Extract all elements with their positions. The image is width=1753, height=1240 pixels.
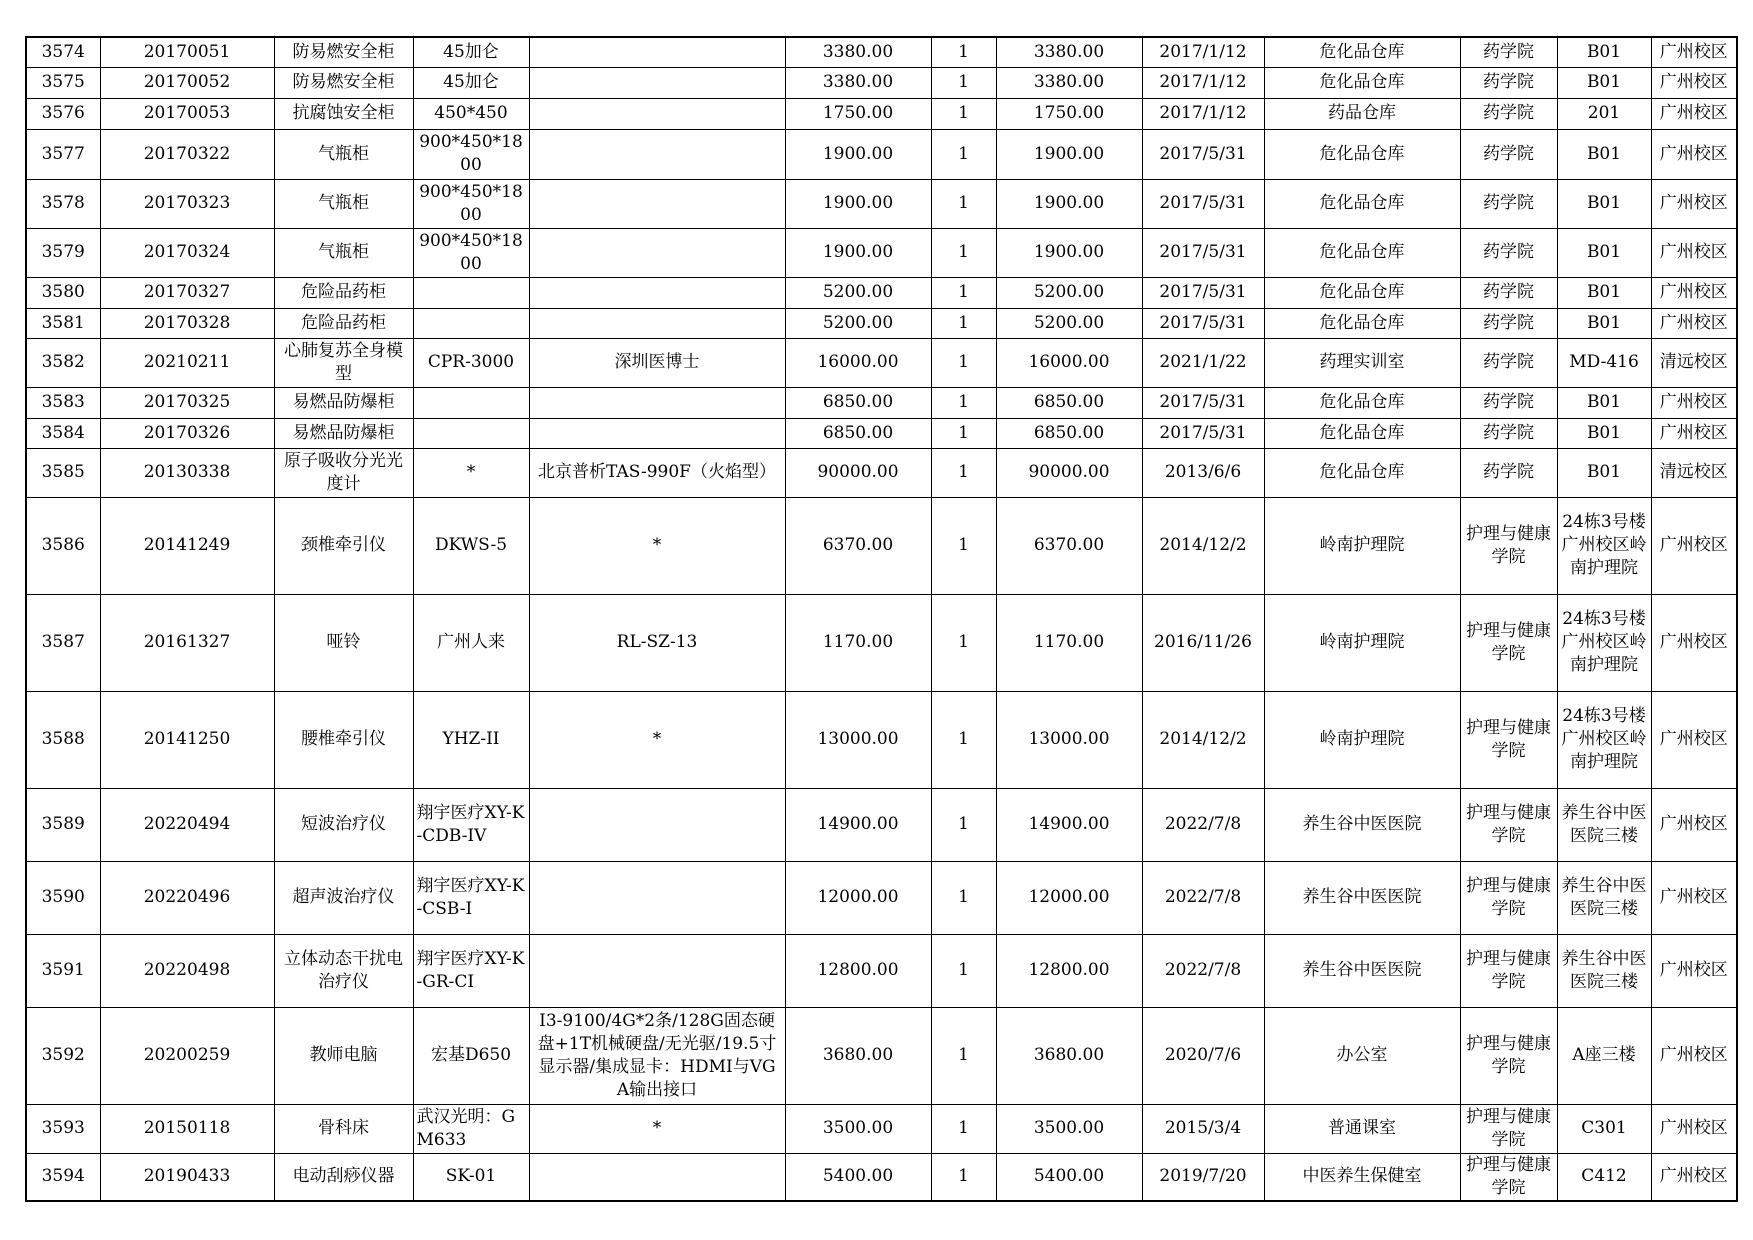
location-cell: 养生谷中医医院	[1264, 934, 1460, 1007]
table-row	[26, 228, 1737, 277]
location-cell: 养生谷中医医院	[1264, 788, 1460, 861]
equipment-name-cell: 抗腐蚀安全柜	[274, 98, 413, 129]
department-cell: 护理与健康学院	[1460, 691, 1557, 788]
model-spec-cell: 武汉光明：GM633	[413, 1104, 529, 1153]
room-cell: B01	[1557, 129, 1651, 179]
unit-price-cell: 12800.00	[785, 934, 931, 1007]
total-amount-cell: 90000.00	[996, 448, 1142, 497]
campus-cell: 广州校区	[1651, 861, 1737, 934]
model-spec-cell: 450*450	[413, 98, 529, 129]
campus-cell: 广州校区	[1651, 691, 1737, 788]
room-cell: 24栋3号楼广州校区岭南护理院	[1557, 594, 1651, 691]
specification-detail-cell	[529, 179, 785, 228]
department-cell: 护理与健康学院	[1460, 1007, 1557, 1104]
specification-detail-cell: *	[529, 497, 785, 594]
department-cell: 药学院	[1460, 277, 1557, 308]
purchase-date-cell: 2017/5/31	[1142, 228, 1264, 277]
purchase-date-cell: 2015/3/4	[1142, 1104, 1264, 1153]
asset-code-cell: 20170322	[100, 129, 274, 179]
campus-cell: 广州校区	[1651, 179, 1737, 228]
table-row	[26, 67, 1737, 98]
equipment-name-cell: 危险品药柜	[274, 308, 413, 338]
asset-code-cell: 20190433	[100, 1153, 274, 1201]
department-cell: 药学院	[1460, 308, 1557, 338]
table-row	[26, 861, 1737, 934]
total-amount-cell: 5200.00	[996, 308, 1142, 338]
unit-price-cell: 3380.00	[785, 67, 931, 98]
unit-price-cell: 5200.00	[785, 277, 931, 308]
purchase-date-cell: 2014/12/2	[1142, 691, 1264, 788]
room-cell: A座三楼	[1557, 1007, 1651, 1104]
asset-code-cell: 20170323	[100, 179, 274, 228]
campus-cell: 广州校区	[1651, 228, 1737, 277]
location-cell: 危化品仓库	[1264, 37, 1460, 67]
table-row	[26, 1153, 1737, 1201]
campus-cell: 广州校区	[1651, 129, 1737, 179]
equipment-table	[25, 36, 1738, 1202]
room-cell: B01	[1557, 67, 1651, 98]
location-cell: 岭南护理院	[1264, 497, 1460, 594]
total-amount-cell: 3500.00	[996, 1104, 1142, 1153]
department-cell: 药学院	[1460, 448, 1557, 497]
unit-price-cell: 1750.00	[785, 98, 931, 129]
campus-cell: 清远校区	[1651, 338, 1737, 387]
quantity-cell: 1	[931, 67, 996, 98]
quantity-cell: 1	[931, 37, 996, 67]
equipment-name-cell: 易燃品防爆柜	[274, 387, 413, 418]
specification-detail-cell	[529, 418, 785, 448]
equipment-name-cell: 心肺复苏全身模型	[274, 338, 413, 387]
department-cell: 药学院	[1460, 179, 1557, 228]
room-cell: 201	[1557, 98, 1651, 129]
room-cell: B01	[1557, 387, 1651, 418]
department-cell: 药学院	[1460, 228, 1557, 277]
equipment-name-cell: 原子吸收分光光度计	[274, 448, 413, 497]
department-cell: 护理与健康学院	[1460, 1104, 1557, 1153]
campus-cell: 广州校区	[1651, 934, 1737, 1007]
equipment-name-cell: 超声波治疗仪	[274, 861, 413, 934]
quantity-cell: 1	[931, 228, 996, 277]
unit-price-cell: 6850.00	[785, 418, 931, 448]
seq-number-cell: 3587	[26, 594, 100, 691]
table-row	[26, 338, 1737, 387]
equipment-name-cell: 气瓶柜	[274, 129, 413, 179]
model-spec-cell: 翔宇医疗XY-K-GR-CI	[413, 934, 529, 1007]
quantity-cell: 1	[931, 1153, 996, 1201]
seq-number-cell: 3590	[26, 861, 100, 934]
asset-code-cell: 20130338	[100, 448, 274, 497]
room-cell: B01	[1557, 448, 1651, 497]
purchase-date-cell: 2017/1/12	[1142, 37, 1264, 67]
unit-price-cell: 14900.00	[785, 788, 931, 861]
location-cell: 办公室	[1264, 1007, 1460, 1104]
unit-price-cell: 1900.00	[785, 179, 931, 228]
seq-number-cell: 3576	[26, 98, 100, 129]
location-cell: 危化品仓库	[1264, 67, 1460, 98]
model-spec-cell: *	[413, 448, 529, 497]
campus-cell: 广州校区	[1651, 67, 1737, 98]
equipment-name-cell: 防易燃安全柜	[274, 67, 413, 98]
campus-cell: 广州校区	[1651, 98, 1737, 129]
total-amount-cell: 3680.00	[996, 1007, 1142, 1104]
location-cell: 危化品仓库	[1264, 418, 1460, 448]
campus-cell: 广州校区	[1651, 418, 1737, 448]
model-spec-cell: 翔宇医疗XY-K-CDB-IV	[413, 788, 529, 861]
model-spec-cell: 900*450*1800	[413, 129, 529, 179]
total-amount-cell: 12000.00	[996, 861, 1142, 934]
location-cell: 危化品仓库	[1264, 129, 1460, 179]
seq-number-cell: 3593	[26, 1104, 100, 1153]
campus-cell: 广州校区	[1651, 594, 1737, 691]
table-row	[26, 387, 1737, 418]
purchase-date-cell: 2013/6/6	[1142, 448, 1264, 497]
specification-detail-cell	[529, 1153, 785, 1201]
equipment-name-cell: 骨科床	[274, 1104, 413, 1153]
equipment-name-cell: 防易燃安全柜	[274, 37, 413, 67]
model-spec-cell: 广州人来	[413, 594, 529, 691]
department-cell: 药学院	[1460, 98, 1557, 129]
campus-cell: 广州校区	[1651, 788, 1737, 861]
specification-detail-cell	[529, 861, 785, 934]
model-spec-cell: CPR-3000	[413, 338, 529, 387]
campus-cell: 广州校区	[1651, 387, 1737, 418]
seq-number-cell: 3585	[26, 448, 100, 497]
room-cell: C301	[1557, 1104, 1651, 1153]
quantity-cell: 1	[931, 691, 996, 788]
department-cell: 药学院	[1460, 129, 1557, 179]
asset-code-cell: 20170053	[100, 98, 274, 129]
purchase-date-cell: 2017/1/12	[1142, 67, 1264, 98]
model-spec-cell: YHZ-II	[413, 691, 529, 788]
department-cell: 护理与健康学院	[1460, 1153, 1557, 1201]
specification-detail-cell: RL-SZ-13	[529, 594, 785, 691]
specification-detail-cell: I3-9100/4G*2条/128G固态硬盘+1T机械硬盘/无光驱/19.5寸显示器/集成显卡：HDMI与VGA输出接口	[529, 1007, 785, 1104]
unit-price-cell: 16000.00	[785, 338, 931, 387]
table-row	[26, 179, 1737, 228]
table-row	[26, 277, 1737, 308]
location-cell: 危化品仓库	[1264, 179, 1460, 228]
room-cell: B01	[1557, 179, 1651, 228]
total-amount-cell: 6370.00	[996, 497, 1142, 594]
equipment-name-cell: 气瓶柜	[274, 179, 413, 228]
purchase-date-cell: 2022/7/8	[1142, 788, 1264, 861]
total-amount-cell: 14900.00	[996, 788, 1142, 861]
table-row	[26, 129, 1737, 179]
purchase-date-cell: 2014/12/2	[1142, 497, 1264, 594]
quantity-cell: 1	[931, 861, 996, 934]
specification-detail-cell	[529, 277, 785, 308]
table-row	[26, 448, 1737, 497]
model-spec-cell: 900*450*1800	[413, 179, 529, 228]
model-spec-cell: 45加仑	[413, 67, 529, 98]
campus-cell: 广州校区	[1651, 37, 1737, 67]
quantity-cell: 1	[931, 98, 996, 129]
equipment-name-cell: 短波治疗仪	[274, 788, 413, 861]
unit-price-cell: 3500.00	[785, 1104, 931, 1153]
seq-number-cell: 3588	[26, 691, 100, 788]
campus-cell: 广州校区	[1651, 497, 1737, 594]
asset-code-cell: 20210211	[100, 338, 274, 387]
asset-code-cell: 20170325	[100, 387, 274, 418]
seq-number-cell: 3578	[26, 179, 100, 228]
table-row	[26, 98, 1737, 129]
unit-price-cell: 3680.00	[785, 1007, 931, 1104]
specification-detail-cell: 北京普析TAS-990F（火焰型）	[529, 448, 785, 497]
total-amount-cell: 3380.00	[996, 67, 1142, 98]
seq-number-cell: 3584	[26, 418, 100, 448]
table-row	[26, 1104, 1737, 1153]
quantity-cell: 1	[931, 387, 996, 418]
model-spec-cell: SK-01	[413, 1153, 529, 1201]
seq-number-cell: 3592	[26, 1007, 100, 1104]
unit-price-cell: 6370.00	[785, 497, 931, 594]
purchase-date-cell: 2020/7/6	[1142, 1007, 1264, 1104]
location-cell: 危化品仓库	[1264, 448, 1460, 497]
asset-code-cell: 20141249	[100, 497, 274, 594]
unit-price-cell: 5400.00	[785, 1153, 931, 1201]
purchase-date-cell: 2017/1/12	[1142, 98, 1264, 129]
asset-code-cell: 20170324	[100, 228, 274, 277]
specification-detail-cell	[529, 228, 785, 277]
unit-price-cell: 3380.00	[785, 37, 931, 67]
table-row	[26, 594, 1737, 691]
model-spec-cell	[413, 387, 529, 418]
purchase-date-cell: 2017/5/31	[1142, 277, 1264, 308]
department-cell: 护理与健康学院	[1460, 861, 1557, 934]
asset-code-cell: 20161327	[100, 594, 274, 691]
room-cell: B01	[1557, 37, 1651, 67]
room-cell: C412	[1557, 1153, 1651, 1201]
model-spec-cell: 45加仑	[413, 37, 529, 67]
total-amount-cell: 1900.00	[996, 129, 1142, 179]
asset-code-cell: 20170052	[100, 67, 274, 98]
seq-number-cell: 3589	[26, 788, 100, 861]
purchase-date-cell: 2017/5/31	[1142, 179, 1264, 228]
campus-cell: 广州校区	[1651, 1104, 1737, 1153]
table-row	[26, 418, 1737, 448]
department-cell: 护理与健康学院	[1460, 497, 1557, 594]
model-spec-cell: 翔宇医疗XY-K-CSB-I	[413, 861, 529, 934]
seq-number-cell: 3574	[26, 37, 100, 67]
unit-price-cell: 1170.00	[785, 594, 931, 691]
department-cell: 药学院	[1460, 387, 1557, 418]
campus-cell: 广州校区	[1651, 308, 1737, 338]
department-cell: 药学院	[1460, 418, 1557, 448]
location-cell: 药理实训室	[1264, 338, 1460, 387]
total-amount-cell: 1900.00	[996, 228, 1142, 277]
table-row	[26, 691, 1737, 788]
unit-price-cell: 13000.00	[785, 691, 931, 788]
quantity-cell: 1	[931, 308, 996, 338]
specification-detail-cell: 深圳医博士	[529, 338, 785, 387]
specification-detail-cell	[529, 37, 785, 67]
model-spec-cell: 宏基D650	[413, 1007, 529, 1104]
seq-number-cell: 3579	[26, 228, 100, 277]
seq-number-cell: 3575	[26, 67, 100, 98]
equipment-name-cell: 腰椎牵引仪	[274, 691, 413, 788]
unit-price-cell: 5200.00	[785, 308, 931, 338]
total-amount-cell: 3380.00	[996, 37, 1142, 67]
room-cell: B01	[1557, 277, 1651, 308]
location-cell: 药品仓库	[1264, 98, 1460, 129]
unit-price-cell: 6850.00	[785, 387, 931, 418]
equipment-name-cell: 教师电脑	[274, 1007, 413, 1104]
asset-code-cell: 20170328	[100, 308, 274, 338]
total-amount-cell: 1170.00	[996, 594, 1142, 691]
seq-number-cell: 3583	[26, 387, 100, 418]
model-spec-cell: DKWS-5	[413, 497, 529, 594]
total-amount-cell: 13000.00	[996, 691, 1142, 788]
room-cell: 养生谷中医医院三楼	[1557, 788, 1651, 861]
asset-code-cell: 20150118	[100, 1104, 274, 1153]
department-cell: 护理与健康学院	[1460, 934, 1557, 1007]
purchase-date-cell: 2021/1/22	[1142, 338, 1264, 387]
asset-code-cell: 20170051	[100, 37, 274, 67]
model-spec-cell: 900*450*1800	[413, 228, 529, 277]
specification-detail-cell	[529, 934, 785, 1007]
room-cell: 24栋3号楼广州校区岭南护理院	[1557, 497, 1651, 594]
quantity-cell: 1	[931, 448, 996, 497]
purchase-date-cell: 2016/11/26	[1142, 594, 1264, 691]
table-row	[26, 788, 1737, 861]
room-cell: B01	[1557, 308, 1651, 338]
total-amount-cell: 12800.00	[996, 934, 1142, 1007]
department-cell: 护理与健康学院	[1460, 594, 1557, 691]
campus-cell: 广州校区	[1651, 1153, 1737, 1201]
department-cell: 护理与健康学院	[1460, 788, 1557, 861]
location-cell: 中医养生保健室	[1264, 1153, 1460, 1201]
model-spec-cell	[413, 308, 529, 338]
unit-price-cell: 1900.00	[785, 129, 931, 179]
quantity-cell: 1	[931, 1007, 996, 1104]
specification-detail-cell	[529, 308, 785, 338]
purchase-date-cell: 2022/7/8	[1142, 861, 1264, 934]
equipment-name-cell: 颈椎牵引仪	[274, 497, 413, 594]
department-cell: 药学院	[1460, 338, 1557, 387]
seq-number-cell: 3586	[26, 497, 100, 594]
location-cell: 普通课室	[1264, 1104, 1460, 1153]
location-cell: 危化品仓库	[1264, 387, 1460, 418]
purchase-date-cell: 2019/7/20	[1142, 1153, 1264, 1201]
room-cell: MD-416	[1557, 338, 1651, 387]
table-row	[26, 1007, 1737, 1104]
unit-price-cell: 1900.00	[785, 228, 931, 277]
specification-detail-cell: *	[529, 1104, 785, 1153]
equipment-name-cell: 哑铃	[274, 594, 413, 691]
purchase-date-cell: 2017/5/31	[1142, 418, 1264, 448]
purchase-date-cell: 2017/5/31	[1142, 129, 1264, 179]
specification-detail-cell	[529, 129, 785, 179]
purchase-date-cell: 2017/5/31	[1142, 308, 1264, 338]
asset-code-cell: 20170326	[100, 418, 274, 448]
location-cell: 岭南护理院	[1264, 594, 1460, 691]
specification-detail-cell: *	[529, 691, 785, 788]
model-spec-cell	[413, 277, 529, 308]
seq-number-cell: 3580	[26, 277, 100, 308]
room-cell: 养生谷中医医院三楼	[1557, 934, 1651, 1007]
total-amount-cell: 6850.00	[996, 418, 1142, 448]
room-cell: B01	[1557, 418, 1651, 448]
purchase-date-cell: 2022/7/8	[1142, 934, 1264, 1007]
equipment-name-cell: 危险品药柜	[274, 277, 413, 308]
equipment-name-cell: 易燃品防爆柜	[274, 418, 413, 448]
quantity-cell: 1	[931, 338, 996, 387]
seq-number-cell: 3594	[26, 1153, 100, 1201]
asset-code-cell: 20141250	[100, 691, 274, 788]
quantity-cell: 1	[931, 934, 996, 1007]
model-spec-cell	[413, 418, 529, 448]
specification-detail-cell	[529, 387, 785, 418]
quantity-cell: 1	[931, 129, 996, 179]
total-amount-cell: 5400.00	[996, 1153, 1142, 1201]
quantity-cell: 1	[931, 594, 996, 691]
total-amount-cell: 5200.00	[996, 277, 1142, 308]
asset-code-cell: 20220494	[100, 788, 274, 861]
quantity-cell: 1	[931, 277, 996, 308]
equipment-name-cell: 立体动态干扰电治疗仪	[274, 934, 413, 1007]
equipment-name-cell: 电动刮痧仪器	[274, 1153, 413, 1201]
unit-price-cell: 90000.00	[785, 448, 931, 497]
quantity-cell: 1	[931, 418, 996, 448]
asset-code-cell: 20220498	[100, 934, 274, 1007]
room-cell: B01	[1557, 228, 1651, 277]
campus-cell: 广州校区	[1651, 1007, 1737, 1104]
seq-number-cell: 3577	[26, 129, 100, 179]
location-cell: 养生谷中医医院	[1264, 861, 1460, 934]
table-row	[26, 37, 1737, 67]
seq-number-cell: 3581	[26, 308, 100, 338]
purchase-date-cell: 2017/5/31	[1142, 387, 1264, 418]
table-row	[26, 934, 1737, 1007]
room-cell: 24栋3号楼广州校区岭南护理院	[1557, 691, 1651, 788]
total-amount-cell: 1750.00	[996, 98, 1142, 129]
equipment-name-cell: 气瓶柜	[274, 228, 413, 277]
asset-code-cell: 20220496	[100, 861, 274, 934]
specification-detail-cell	[529, 67, 785, 98]
total-amount-cell: 6850.00	[996, 387, 1142, 418]
department-cell: 药学院	[1460, 67, 1557, 98]
campus-cell: 广州校区	[1651, 277, 1737, 308]
department-cell: 药学院	[1460, 37, 1557, 67]
quantity-cell: 1	[931, 1104, 996, 1153]
specification-detail-cell	[529, 98, 785, 129]
seq-number-cell: 3591	[26, 934, 100, 1007]
quantity-cell: 1	[931, 788, 996, 861]
room-cell: 养生谷中医医院三楼	[1557, 861, 1651, 934]
campus-cell: 清远校区	[1651, 448, 1737, 497]
asset-code-cell: 20170327	[100, 277, 274, 308]
seq-number-cell: 3582	[26, 338, 100, 387]
asset-code-cell: 20200259	[100, 1007, 274, 1104]
quantity-cell: 1	[931, 179, 996, 228]
table-row	[26, 308, 1737, 338]
location-cell: 危化品仓库	[1264, 277, 1460, 308]
quantity-cell: 1	[931, 497, 996, 594]
unit-price-cell: 12000.00	[785, 861, 931, 934]
location-cell: 危化品仓库	[1264, 308, 1460, 338]
table-row	[26, 497, 1737, 594]
location-cell: 危化品仓库	[1264, 228, 1460, 277]
specification-detail-cell	[529, 788, 785, 861]
total-amount-cell: 1900.00	[996, 179, 1142, 228]
total-amount-cell: 16000.00	[996, 338, 1142, 387]
location-cell: 岭南护理院	[1264, 691, 1460, 788]
